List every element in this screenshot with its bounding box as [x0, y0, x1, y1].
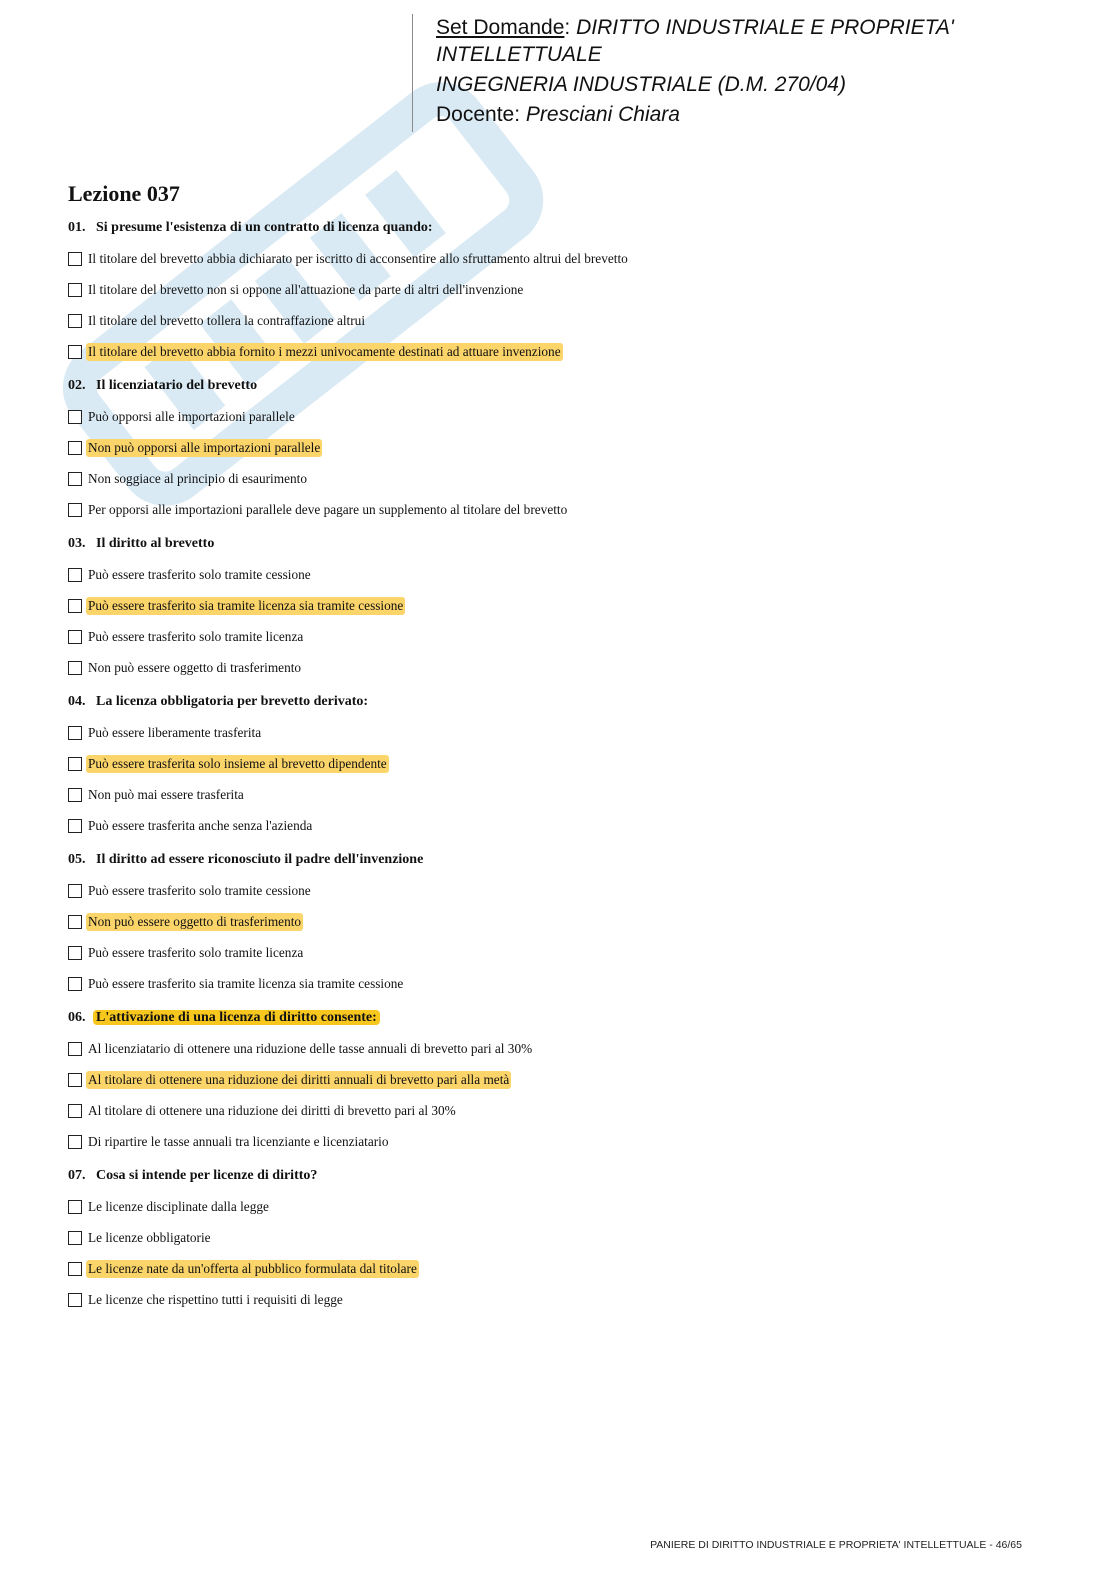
answer-checkbox[interactable]: [68, 1135, 82, 1149]
answer-option: [68, 1228, 968, 1247]
answer-option: [68, 311, 968, 330]
answer-text: Al licenziatario di ottenere una riduzione delle tasse annuali di brevetto pari al 30%: [88, 1040, 533, 1056]
question-title: [68, 851, 968, 869]
page-footer: PANIERE DI DIRITTO INDUSTRIALE E PROPRIETA' INTELLETTUALE - 46/65: [650, 1539, 1022, 1551]
question-text: Il diritto al brevetto: [96, 536, 215, 551]
question-number: 04.: [68, 694, 86, 709]
question-number: 02.: [68, 378, 86, 393]
answer-option-correct: [68, 912, 968, 931]
answer-text: Le licenze obbligatorie: [88, 1229, 211, 1245]
answer-text: Il titolare del brevetto non si oppone all'attuazione da parte di altri dell'invenzione: [88, 281, 524, 297]
answer-option: [68, 658, 968, 677]
answer-checkbox[interactable]: [68, 441, 82, 455]
answer-text: Non può opporsi alle importazioni parallele: [88, 439, 321, 455]
answer-text: Le licenze disciplinate dalla legge: [88, 1198, 269, 1214]
question-title: [68, 219, 968, 237]
answer-option: [68, 816, 968, 835]
answer-checkbox[interactable]: [68, 410, 82, 424]
answer-checkbox[interactable]: [68, 1073, 82, 1087]
question-number: 07.: [68, 1168, 86, 1183]
answer-checkbox[interactable]: [68, 819, 82, 833]
answer-checkbox[interactable]: [68, 757, 82, 771]
answer-option: [68, 627, 968, 646]
answer-checkbox[interactable]: [68, 630, 82, 644]
question-number: 01.: [68, 220, 86, 235]
answer-text: Può essere trasferita solo insieme al brevetto dipendente: [88, 755, 387, 771]
question-number: 05.: [68, 852, 86, 867]
answer-text: Al titolare di ottenere una riduzione dei diritti di brevetto pari al 30%: [88, 1102, 456, 1118]
question-block: [68, 1009, 968, 1151]
answer-checkbox[interactable]: [68, 472, 82, 486]
answer-text: Non può essere oggetto di trasferimento: [88, 659, 302, 675]
answer-option-correct: [68, 438, 968, 457]
answer-option-correct: [68, 1070, 968, 1089]
question-text: La licenza obbligatoria per brevetto derivato:: [96, 694, 369, 709]
answer-option: [68, 249, 968, 268]
answer-checkbox[interactable]: [68, 788, 82, 802]
answer-option: [68, 881, 968, 900]
answer-option: [68, 469, 968, 488]
question-list: [68, 219, 968, 1325]
answer-checkbox[interactable]: [68, 1262, 82, 1276]
answer-text: Può essere trasferito sia tramite licenza sia tramite cessione: [88, 597, 404, 613]
answer-option: [68, 943, 968, 962]
lesson-title: Lezione 037: [68, 181, 180, 206]
answer-checkbox[interactable]: [68, 503, 82, 517]
answer-checkbox[interactable]: [68, 977, 82, 991]
answer-checkbox[interactable]: [68, 1231, 82, 1245]
question-number: 06.: [68, 1010, 86, 1025]
answer-text: Può essere trasferito solo tramite cessione: [88, 566, 311, 582]
question-block: [68, 219, 968, 361]
answer-checkbox[interactable]: [68, 1042, 82, 1056]
answer-text: Il titolare del brevetto abbia dichiarato per iscritto di acconsentire allo sfruttamento altrui del brevetto: [88, 250, 628, 266]
answer-checkbox[interactable]: [68, 568, 82, 582]
course-name-line2: INTELLETTUALE: [436, 43, 602, 66]
answer-text: Per opporsi alle importazioni parallele deve pagare un supplemento al titolare del brevetto: [88, 501, 568, 517]
answer-checkbox[interactable]: [68, 314, 82, 328]
question-title: [68, 693, 968, 711]
answer-option: [68, 785, 968, 804]
question-block: [68, 851, 968, 993]
answer-option-correct: [68, 1259, 968, 1278]
answer-option: [68, 1132, 968, 1151]
question-text: Il diritto ad essere riconosciuto il padre dell'invenzione: [96, 852, 424, 867]
answer-text: Può essere trasferito solo tramite cessione: [88, 882, 311, 898]
answer-checkbox[interactable]: [68, 946, 82, 960]
answer-option: [68, 1039, 968, 1058]
answer-option: [68, 407, 968, 426]
answer-text: Le licenze che rispettino tutti i requisiti di legge: [88, 1291, 343, 1307]
answer-text: Il titolare del brevetto tollera la contraffazione altrui: [88, 312, 366, 328]
answer-text: Le licenze nate da un'offerta al pubblico formulata dal titolare: [88, 1260, 417, 1276]
question-text: L'attivazione di una licenza di diritto consente:: [93, 1010, 380, 1025]
answer-text: Può essere trasferito solo tramite licenza: [88, 628, 304, 644]
question-title: [68, 535, 968, 553]
question-text: Il licenziatario del brevetto: [96, 378, 258, 393]
teacher-name: Presciani Chiara: [525, 103, 680, 126]
teacher-line: Docente: Presciani Chiara: [436, 103, 680, 126]
degree-name: INGEGNERIA INDUSTRIALE (D.M. 270/04): [436, 73, 846, 96]
answer-option-correct: [68, 596, 968, 615]
answer-checkbox[interactable]: [68, 1293, 82, 1307]
answer-text: Non soggiace al principio di esaurimento: [88, 470, 307, 486]
question-text: Cosa si intende per licenze di diritto?: [96, 1168, 318, 1183]
answer-text: Può essere trasferito sia tramite licenza sia tramite cessione: [88, 975, 404, 991]
answer-text: Il titolare del brevetto abbia fornito i mezzi univocamente destinati ad attuare invenzione: [88, 343, 561, 359]
question-block: [68, 693, 968, 835]
course-name-line1: DIRITTO INDUSTRIALE E PROPRIETA': [576, 16, 954, 39]
question-block: [68, 1167, 968, 1309]
answer-checkbox[interactable]: [68, 1200, 82, 1214]
answer-option: [68, 723, 968, 742]
answer-text: Può essere trasferita anche senza l'azienda: [88, 817, 313, 833]
answer-text: Al titolare di ottenere una riduzione dei diritti annuali di brevetto pari alla metà: [88, 1071, 510, 1087]
question-title: [68, 1009, 968, 1027]
answer-option: [68, 1290, 968, 1309]
answer-checkbox[interactable]: [68, 345, 82, 359]
set-label: Set Domande: [436, 16, 565, 39]
answer-option-correct: [68, 754, 968, 773]
answer-option: [68, 1197, 968, 1216]
answer-text: Può essere trasferito solo tramite licenza: [88, 944, 304, 960]
question-title: [68, 377, 968, 395]
answer-text: Non può mai essere trasferita: [88, 786, 244, 802]
question-block: [68, 377, 968, 519]
answer-checkbox[interactable]: [68, 726, 82, 740]
answer-checkbox[interactable]: [68, 915, 82, 929]
answer-option: [68, 500, 968, 519]
question-number: 03.: [68, 536, 86, 551]
answer-text: Può essere liberamente trasferita: [88, 724, 262, 740]
answer-option: [68, 1101, 968, 1120]
answer-checkbox[interactable]: [68, 1104, 82, 1118]
answer-option: [68, 565, 968, 584]
answer-checkbox[interactable]: [68, 884, 82, 898]
answer-text: Può opporsi alle importazioni parallele: [88, 408, 295, 424]
answer-text: Di ripartire le tasse annuali tra licenziante e licenziatario: [88, 1133, 389, 1149]
answer-option: [68, 974, 968, 993]
answer-option: [68, 280, 968, 299]
course-title: Set Domande: DIRITTO INDUSTRIALE E PROPRIETA': [436, 16, 954, 39]
answer-text: Non può essere oggetto di trasferimento: [88, 913, 302, 929]
question-text: Si presume l'esistenza di un contratto di licenza quando:: [96, 220, 433, 235]
answer-checkbox[interactable]: [68, 252, 82, 266]
answer-checkbox[interactable]: [68, 283, 82, 297]
answer-checkbox[interactable]: [68, 599, 82, 613]
question-title: [68, 1167, 968, 1185]
answer-option-correct: [68, 342, 968, 361]
document-header: [412, 14, 954, 132]
question-block: [68, 535, 968, 677]
answer-checkbox[interactable]: [68, 661, 82, 675]
